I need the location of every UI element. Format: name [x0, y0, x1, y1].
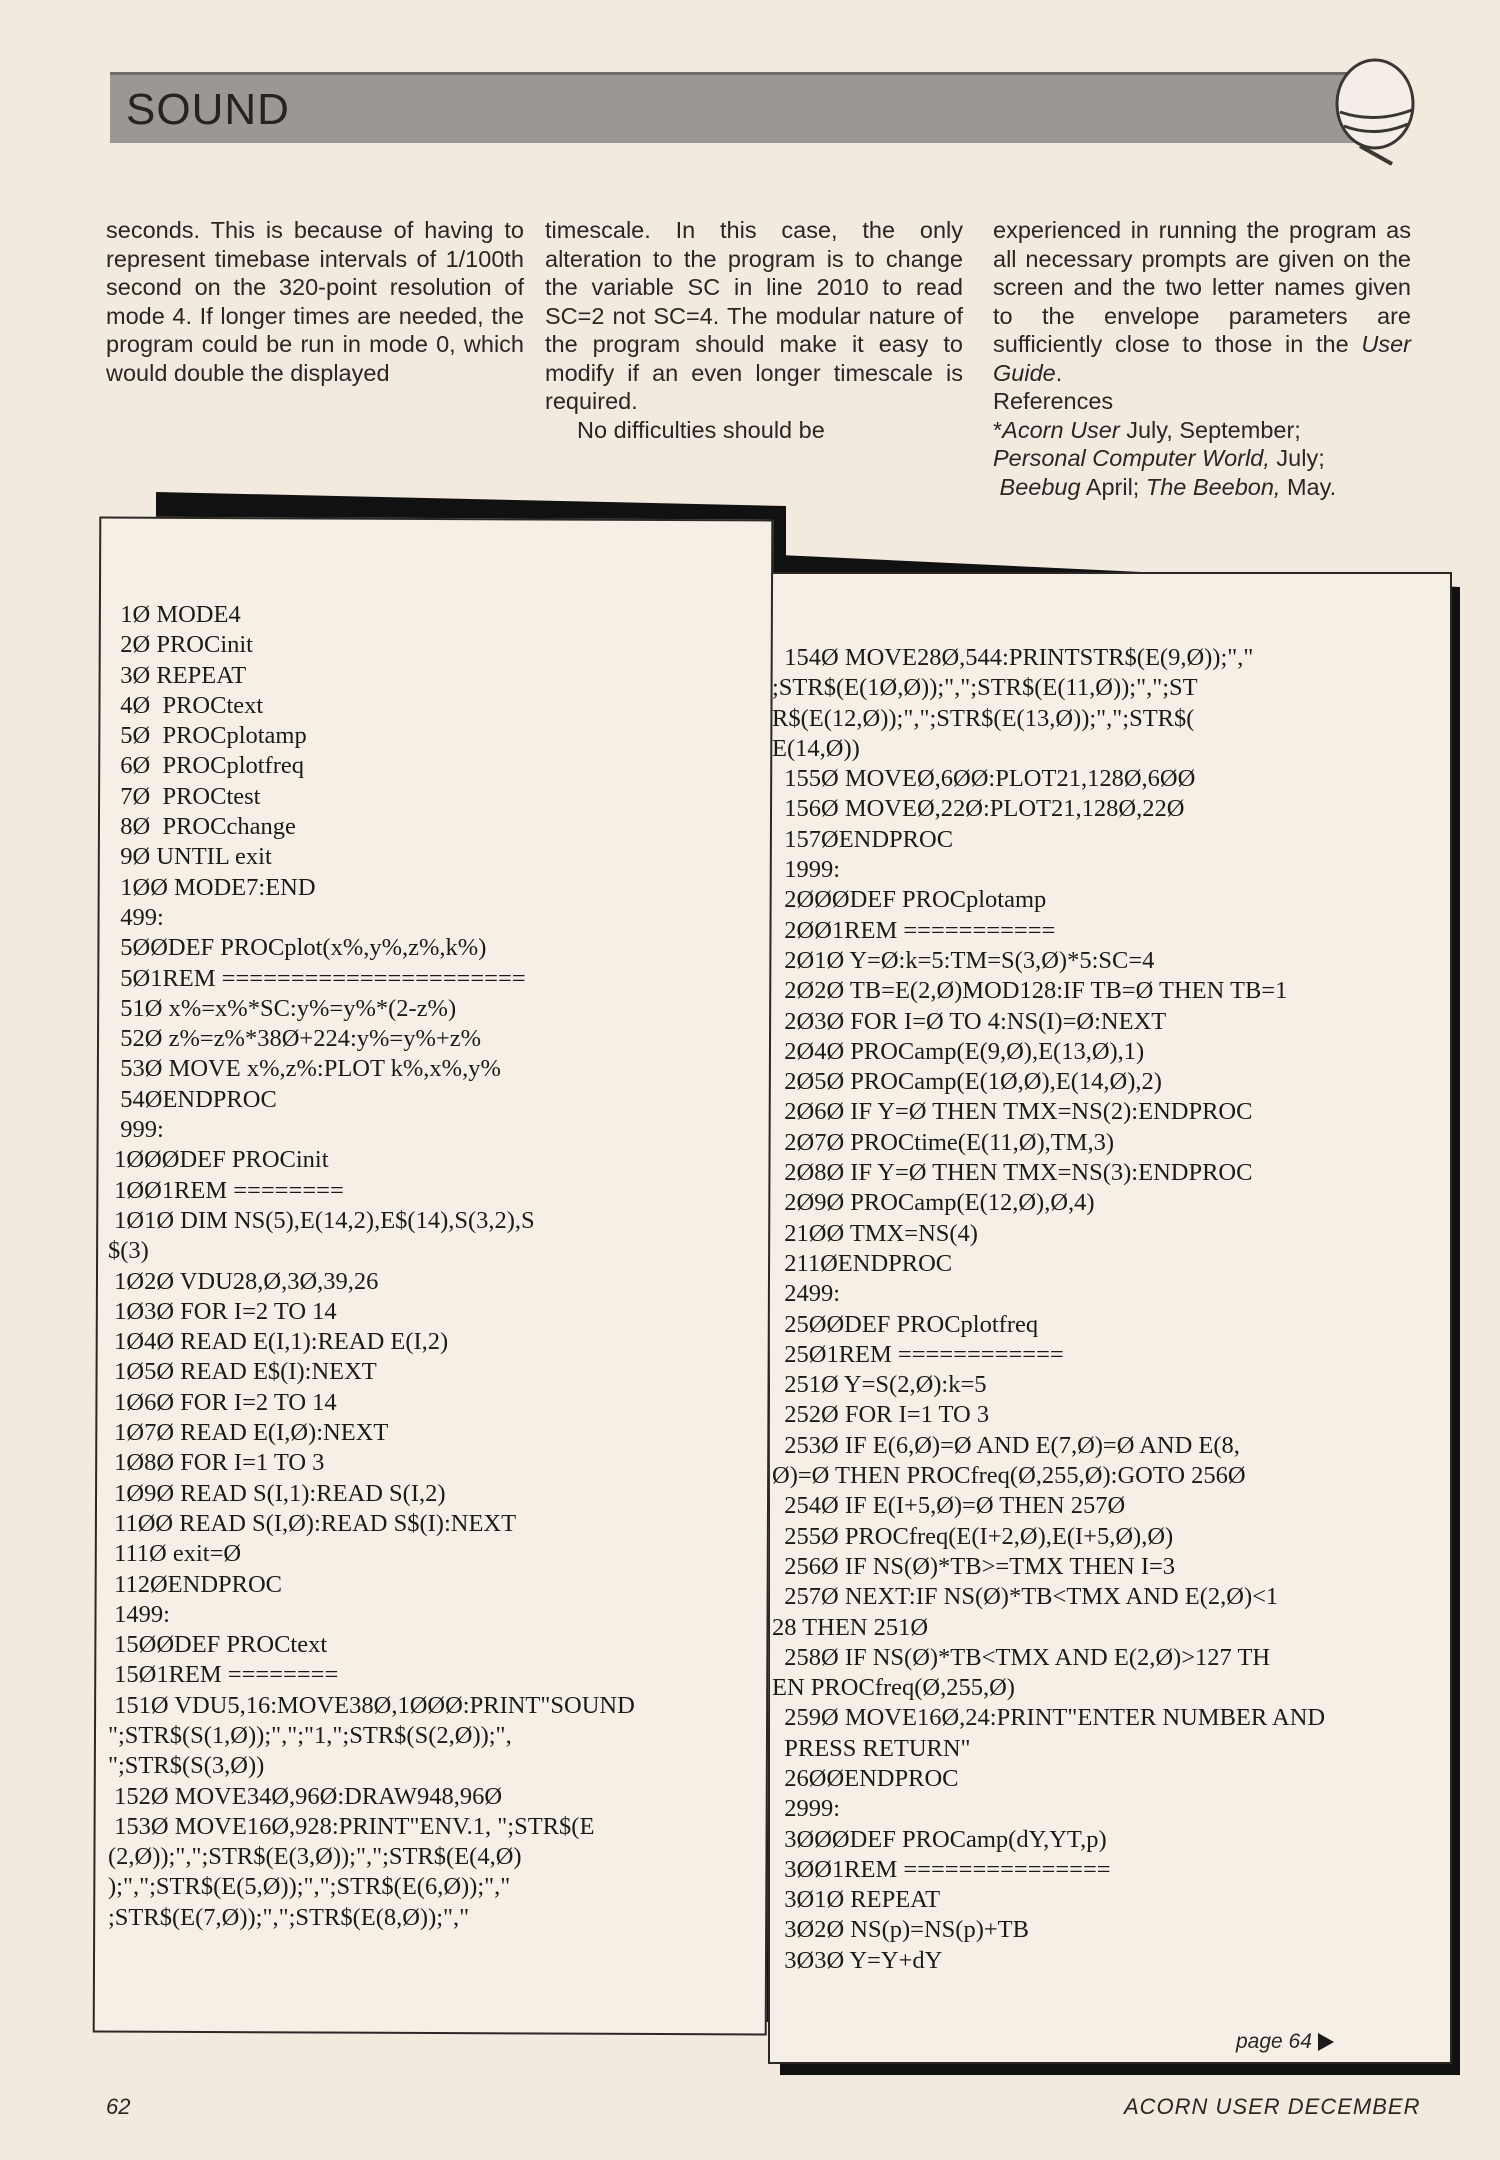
- acorn-logo-icon: [1330, 54, 1420, 172]
- column-2-paragraph-1: timescale. In this case, the only alteration to the program is to change the variable SC in line 2010 to read SC=2 not SC=4. The modular nature of the program should make it easy to modify if an even longer timescale is required.: [545, 217, 963, 414]
- magazine-footer: ACORN USER DECEMBER: [1124, 2094, 1421, 2119]
- continued-on-page: [1236, 2030, 1334, 2054]
- arrow-right-icon: [1318, 2033, 1334, 2051]
- program-listing-right: 154Ø MOVE28Ø,544:PRINTSTR$(E(9,Ø));"," ;STR$(E(1Ø,Ø));",";STR$(E(11,Ø));",";ST R$(E(12,Ø));",";STR$(E(13,Ø));",";STR$( E(14,Ø)) 155Ø MOVEØ,6ØØ:PLOT21,128Ø,6ØØ 156Ø MOVEØ,22Ø:PLOT21,128Ø,22Ø 157ØENDPROC 1999: 2ØØØDEF PROCplotamp 2ØØ1REM =========== 2Ø1Ø Y=Ø:k=5:TM=S(3,Ø)*5:SC=4 2Ø2Ø TB=E(2,Ø)MOD128:IF TB=Ø THEN TB=1 2Ø3Ø FOR I=Ø TO 4:NS(I)=Ø:NEXT 2Ø4Ø PROCamp(E(9,Ø),E(13,Ø),1) 2Ø5Ø PROCamp(E(1Ø,Ø),E(14,Ø),2) 2Ø6Ø IF Y=Ø THEN TMX=NS(2):ENDPROC 2Ø7Ø PROCtime(E(11,Ø),TM,3) 2Ø8Ø IF Y=Ø THEN TMX=NS(3):ENDPROC 2Ø9Ø PROCamp(E(12,Ø),Ø,4) 21ØØ TMX=NS(4) 211ØENDPROC 2499: 25ØØDEF PROCplotfreq 25Ø1REM ============ 251Ø Y=S(2,Ø):k=5 252Ø FOR I=1 TO 3 253Ø IF E(6,Ø)=Ø AND E(7,Ø)=Ø AND E(8, Ø)=Ø THEN PROCfreq(Ø,255,Ø):GOTO 256Ø 254Ø IF E(I+5,Ø)=Ø THEN 257Ø 255Ø PROCfreq(E(I+2,Ø),E(I+5,Ø),Ø) 256Ø IF NS(Ø)*TB>=TMX THEN I=3 257Ø NEXT:IF NS(Ø)*TB<TMX AND E(2,Ø)<1 28 THEN 251Ø 258Ø IF NS(Ø)*TB<TMX AND E(2,Ø)>127 TH EN PROCfreq(Ø,255,Ø) 259Ø MOVE16Ø,24:PRINT"ENTER NUMBER AND PRESS RETURN" 26ØØENDPROC 2999: 3ØØØDEF PROCamp(dY,YT,p) 3ØØ1REM =============== 3Ø1Ø REPEAT 3Ø2Ø NS(p)=NS(p)+TB 3Ø3Ø Y=Y+dY: [772, 644, 1326, 1974]
- column-1-text: seconds. This is because of having to represent timebase intervals of 1/100th second on the 320-point resolution of mode 4. If longer times are needed, the program could be run in mode 0, which would double the displayed: [106, 217, 524, 386]
- program-listing-left: 1Ø MODE4 2Ø PROCinit 3Ø REPEAT 4Ø PROCtext 5Ø PROCplotamp 6Ø PROCplotfreq 7Ø PROCtest 8Ø PROCchange 9Ø UNTIL exit 1ØØ MODE7:END 499: 5ØØDEF PROCplot(x%,y%,z%,k%) 5Ø1REM ====================== 51Ø x%=x%*SC:y%=y%*(2-z%) 52Ø z%=z%*38Ø+224:y%=y%+z% 53Ø MOVE x%,z%:PLOT k%,x%,y% 54ØENDPROC 999: 1ØØØDEF PROCinit 1ØØ1REM ======== 1Ø1Ø DIM NS(5),E(14,2),E$(14),S(3,2),S $(3) 1Ø2Ø VDU28,Ø,3Ø,39,26 1Ø3Ø FOR I=2 TO 14 1Ø4Ø READ E(I,1):READ E(I,2) 1Ø5Ø READ E$(I):NEXT 1Ø6Ø FOR I=2 TO 14 1Ø7Ø READ E(I,Ø):NEXT 1Ø8Ø FOR I=1 TO 3 1Ø9Ø READ S(I,1):READ S(I,2) 11ØØ READ S(I,Ø):READ S$(I):NEXT 111Ø exit=Ø 112ØENDPROC 1499: 15ØØDEF PROCtext 15Ø1REM ======== 151Ø VDU5,16:MOVE38Ø,1ØØØ:PRINT"SOUND ";STR$(S(1,Ø));",";"1,";STR$(S(2,Ø));", ";STR$(S(3,Ø)) 152Ø MOVE34Ø,96Ø:DRAW948,96Ø 153Ø MOVE16Ø,928:PRINT"ENV.1, ";STR$(E (2,Ø));",";STR$(E(3,Ø));",";STR$(E(4,Ø) );",";STR$(E(5,Ø));",";STR$(E(6,Ø));"," ;STR$(E(7,Ø));",";STR$(E(8,Ø));",": [108, 601, 635, 1931]
- column-3-paragraph: experienced in running the program as all necessary prompts are given on the screen and the two letter names given to the envelope parameters are sufficiently close to those in the User Guide.: [993, 217, 1411, 386]
- article-column-3: [993, 216, 1411, 501]
- continued-label: page 64: [1236, 2030, 1312, 2053]
- article-column-2: [545, 216, 963, 444]
- page-number: 62: [106, 2094, 131, 2119]
- section-header-bar: [110, 72, 1360, 143]
- article-column-1: [106, 216, 524, 387]
- reference-2: Personal Computer World, July;: [993, 445, 1325, 471]
- column-2-paragraph-2: No difficulties should be: [577, 416, 825, 443]
- reference-3: Beebug April; The Beebon, May.: [999, 473, 1337, 500]
- section-title: SOUND: [126, 85, 290, 134]
- references-heading: References: [993, 388, 1114, 414]
- reference-1: *Acorn User July, September;: [993, 416, 1301, 443]
